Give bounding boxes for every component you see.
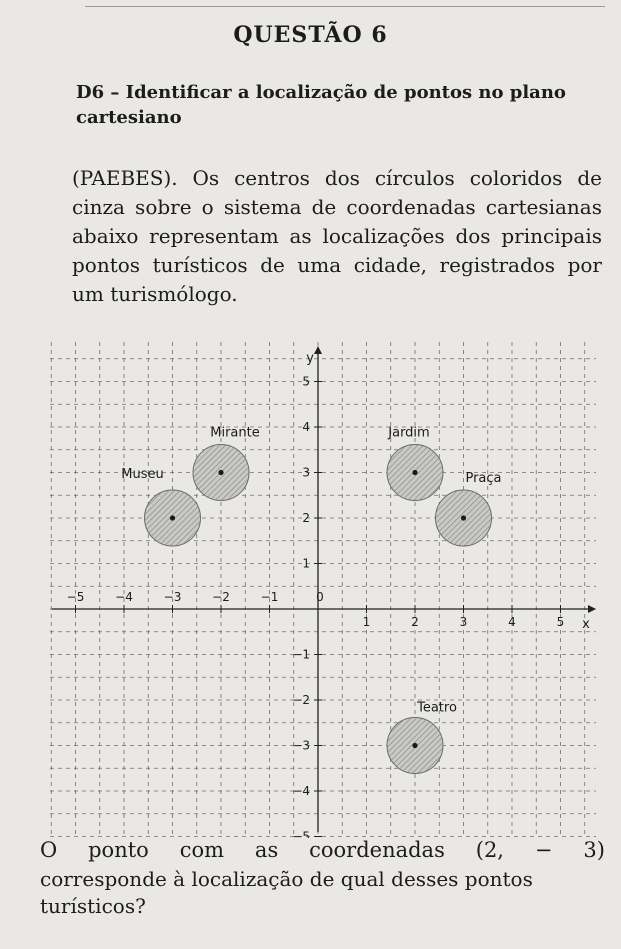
point-jardim-center (412, 470, 417, 475)
point-museu-center (170, 515, 175, 520)
question-word: O (40, 838, 58, 862)
skill-descriptor: D6 – Identificar a localização de pontos no plano cartesiano (76, 82, 566, 128)
question-word: as (254, 838, 279, 862)
y-axis-label: y (306, 351, 314, 366)
question-word: coordenadas (309, 838, 445, 862)
question-line (40, 838, 605, 862)
x-tick-label: 3 (459, 615, 468, 629)
point-jardim-label: Jardim (388, 425, 430, 441)
question-word: 3) (583, 838, 605, 862)
question-word: com (179, 838, 225, 862)
y-tick-label: −5 (292, 829, 310, 838)
point-mirante-center (218, 470, 223, 475)
x-tick-label: −3 (163, 590, 182, 604)
x-tick-label: 2 (411, 615, 419, 629)
question-word: − (534, 838, 553, 862)
y-tick-label: 3 (302, 465, 310, 480)
question-prompt: (PAEBES). Os centros dos círculos coloridos de cinza sobre o sistema de coordenadas cartesianas abaixo representam as localizações dos principais pontos turísticos de uma cidade, registrados por um turismólogo. (72, 166, 602, 306)
y-tick-label: −2 (292, 693, 310, 707)
x-tick-label: 1 (362, 615, 371, 629)
point-praca-center (461, 515, 466, 520)
y-tick-label: −4 (292, 784, 310, 798)
x-axis-arrow-icon (588, 605, 596, 613)
x-tick-label: −5 (66, 590, 85, 604)
point-mirante-label: Mirante (210, 425, 260, 441)
x-tick-label: −1 (260, 590, 279, 604)
y-tick-label: 1 (302, 556, 310, 571)
x-tick-label: 4 (508, 615, 516, 629)
x-tick-label: −4 (115, 590, 133, 604)
y-tick-label: 4 (302, 420, 310, 434)
x-tick-label: 5 (556, 615, 565, 629)
top-rule (85, 6, 605, 7)
question-heading: QUESTÃO 6 (233, 22, 388, 48)
point-teatro-center (412, 743, 417, 748)
y-tick-label: 5 (302, 374, 310, 389)
point-museu-label: Museu (121, 467, 164, 482)
y-tick-label: −1 (292, 647, 310, 662)
question-word: (2, (475, 838, 504, 862)
x-tick-label: −2 (212, 590, 230, 604)
point-praca-label: Praça (465, 471, 502, 486)
y-tick-label: 2 (302, 511, 310, 525)
y-tick-label: −3 (292, 738, 310, 753)
cartesian-plane (40, 336, 600, 842)
x-axis-label: x (582, 617, 590, 632)
question-word: ponto (88, 838, 149, 862)
x-tick-label: 0 (316, 590, 324, 604)
point-teatro-label: Teatro (417, 700, 457, 716)
y-axis-arrow-icon (314, 346, 322, 354)
question-text: corresponde à localização de qual desses pontos turísticos? (40, 867, 533, 918)
